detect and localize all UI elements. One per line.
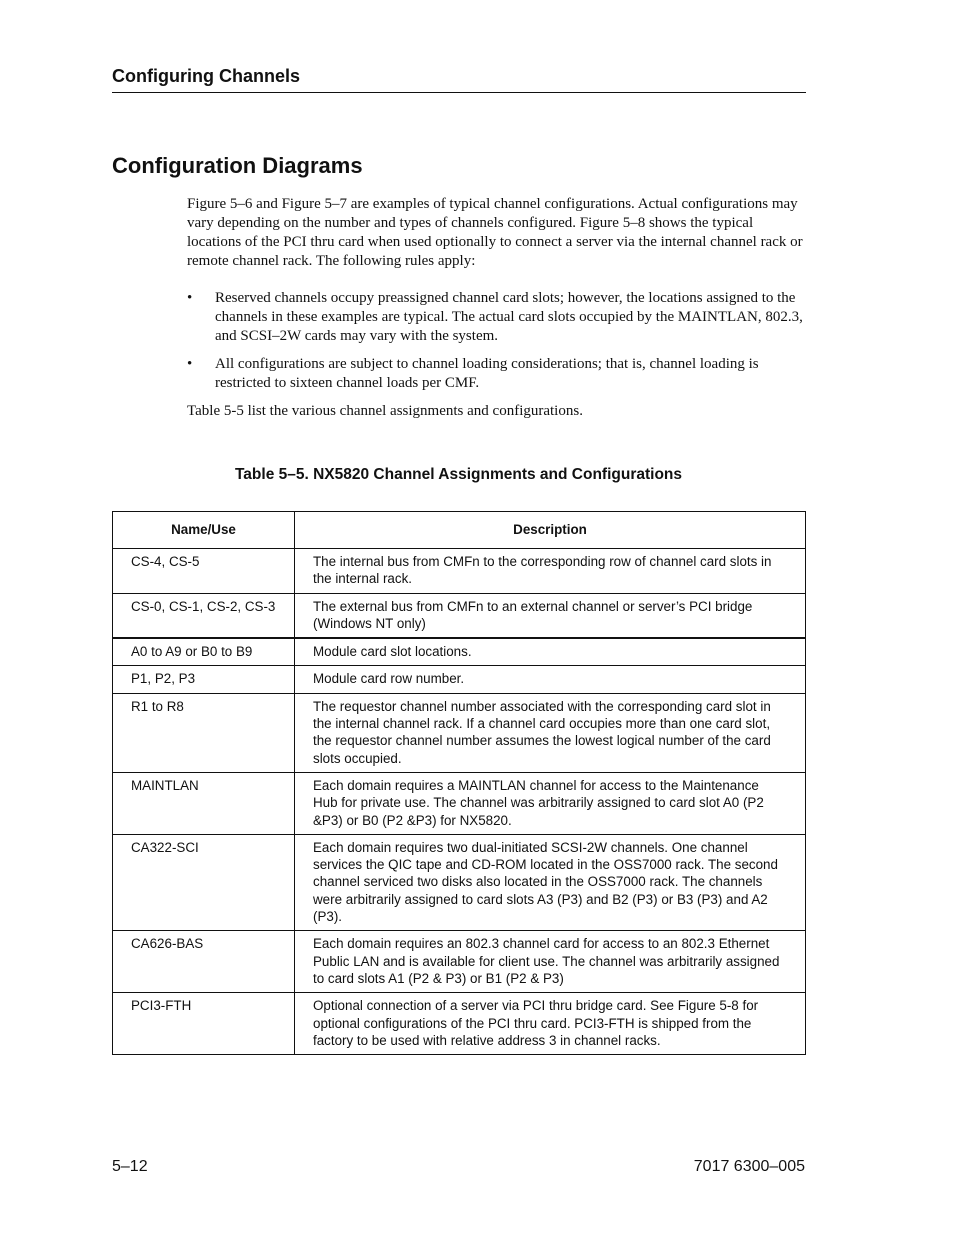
description-cell: Optional connection of a server via PCI thru bridge card. See Figure 5-8 for optional configurations of the PCI thru card. PCI3-FTH is shipped from the factory to be used with relative address 3 in channel racks. xyxy=(295,993,806,1055)
section-title: Configuration Diagrams xyxy=(112,153,363,178)
description-cell: Module card slot locations. xyxy=(295,638,806,666)
name-cell: CS-0, CS-1, CS-2, CS-3 xyxy=(113,593,295,638)
table-row xyxy=(113,931,806,993)
channel-assignments-table xyxy=(112,511,806,1055)
name-cell: R1 to R8 xyxy=(113,693,295,772)
page-number: 5–12 xyxy=(112,1158,148,1175)
name-cell: CA322-SCI xyxy=(113,834,295,930)
list-item xyxy=(187,289,807,346)
name-cell: CS-4, CS-5 xyxy=(113,549,295,594)
rules-list xyxy=(187,289,807,393)
rule-text: Reserved channels occupy preassigned channel card slots; however, the locations assigned to the channels in these examples are typical. The actual card slots occupied by the MAINTLAN, 802.3, and SCSI–2W cards may vary with the system. xyxy=(215,290,803,344)
description-cell: Each domain requires an 802.3 channel card for access to an 802.3 Ethernet Public LAN and is available for client use. The channel was arbitrarily assigned to card slots A1 (P2 & P3) or B1 (P2 & P3) xyxy=(295,931,806,993)
bullet-icon: • xyxy=(187,290,193,306)
description-cell: The requestor channel number associated with the corresponding card slot in the internal channel rack. If a channel card occupies more than one card slot, the requestor channel number assumes the lowest logical number of the card slots occupied. xyxy=(295,693,806,772)
table-row xyxy=(113,772,806,834)
name-cell: CA626-BAS xyxy=(113,931,295,993)
document-number: 7017 6300–005 xyxy=(693,1158,805,1175)
description-cell: Each domain requires a MAINTLAN channel for access to the Maintenance Hub for private use. The channel was arbitrarily assigned to card slot A0 (P2 &P3) or B0 (P2 &P3) for NX5820. xyxy=(295,772,806,834)
table-row xyxy=(113,993,806,1055)
name-cell: P1, P2, P3 xyxy=(113,666,295,693)
table-row xyxy=(113,834,806,930)
table-header-row xyxy=(113,512,806,549)
body-text xyxy=(187,195,807,421)
intro-paragraph: Figure 5–6 and Figure 5–7 are examples of typical channel configurations. Actual configurations may vary depending on the number and types of channels configured. Figure 5–8 shows the typical locations of the PCI thru card when used optionally to connect a server via the internal channel rack or remote channel rack. The following rules apply: xyxy=(187,196,803,269)
running-header: Configuring Channels xyxy=(112,66,806,93)
name-cell: A0 to A9 or B0 to B9 xyxy=(113,638,295,666)
table-row xyxy=(113,693,806,772)
bullet-icon: • xyxy=(187,356,193,372)
table-row xyxy=(113,638,806,666)
rule-text: All configurations are subject to channel loading considerations; that is, channel loading is restricted to sixteen channel loads per CMF. xyxy=(215,356,759,391)
description-cell: Each domain requires two dual-initiated SCSI-2W channels. One channel services the QIC tape and CD-ROM located in the OSS7000 rack. The second channel serviced two disks also located in the OSS7000 rack. The channels were arbitrarily assigned to card slots A3 (P3) and B2 (P3) or B3 (P3) and A2 (P3). xyxy=(295,834,806,930)
column-header-name: Name/Use xyxy=(113,512,295,549)
list-item xyxy=(187,355,807,393)
table-caption: Table 5–5. NX5820 Channel Assignments and Configurations xyxy=(234,466,683,483)
description-cell: The internal bus from CMFn to the corresponding row of channel card slots in the internal rack. xyxy=(295,549,806,594)
table-row xyxy=(113,593,806,638)
description-cell: The external bus from CMFn to an external channel or server’s PCI bridge (Windows NT only) xyxy=(295,593,806,638)
table-row xyxy=(113,666,806,693)
column-header-description: Description xyxy=(295,512,806,549)
name-cell: MAINTLAN xyxy=(113,772,295,834)
closing-paragraph: Table 5-5 list the various channel assignments and configurations. xyxy=(187,403,583,419)
name-cell: PCI3-FTH xyxy=(113,993,295,1055)
description-cell: Module card row number. xyxy=(295,666,806,693)
table-row xyxy=(113,549,806,594)
